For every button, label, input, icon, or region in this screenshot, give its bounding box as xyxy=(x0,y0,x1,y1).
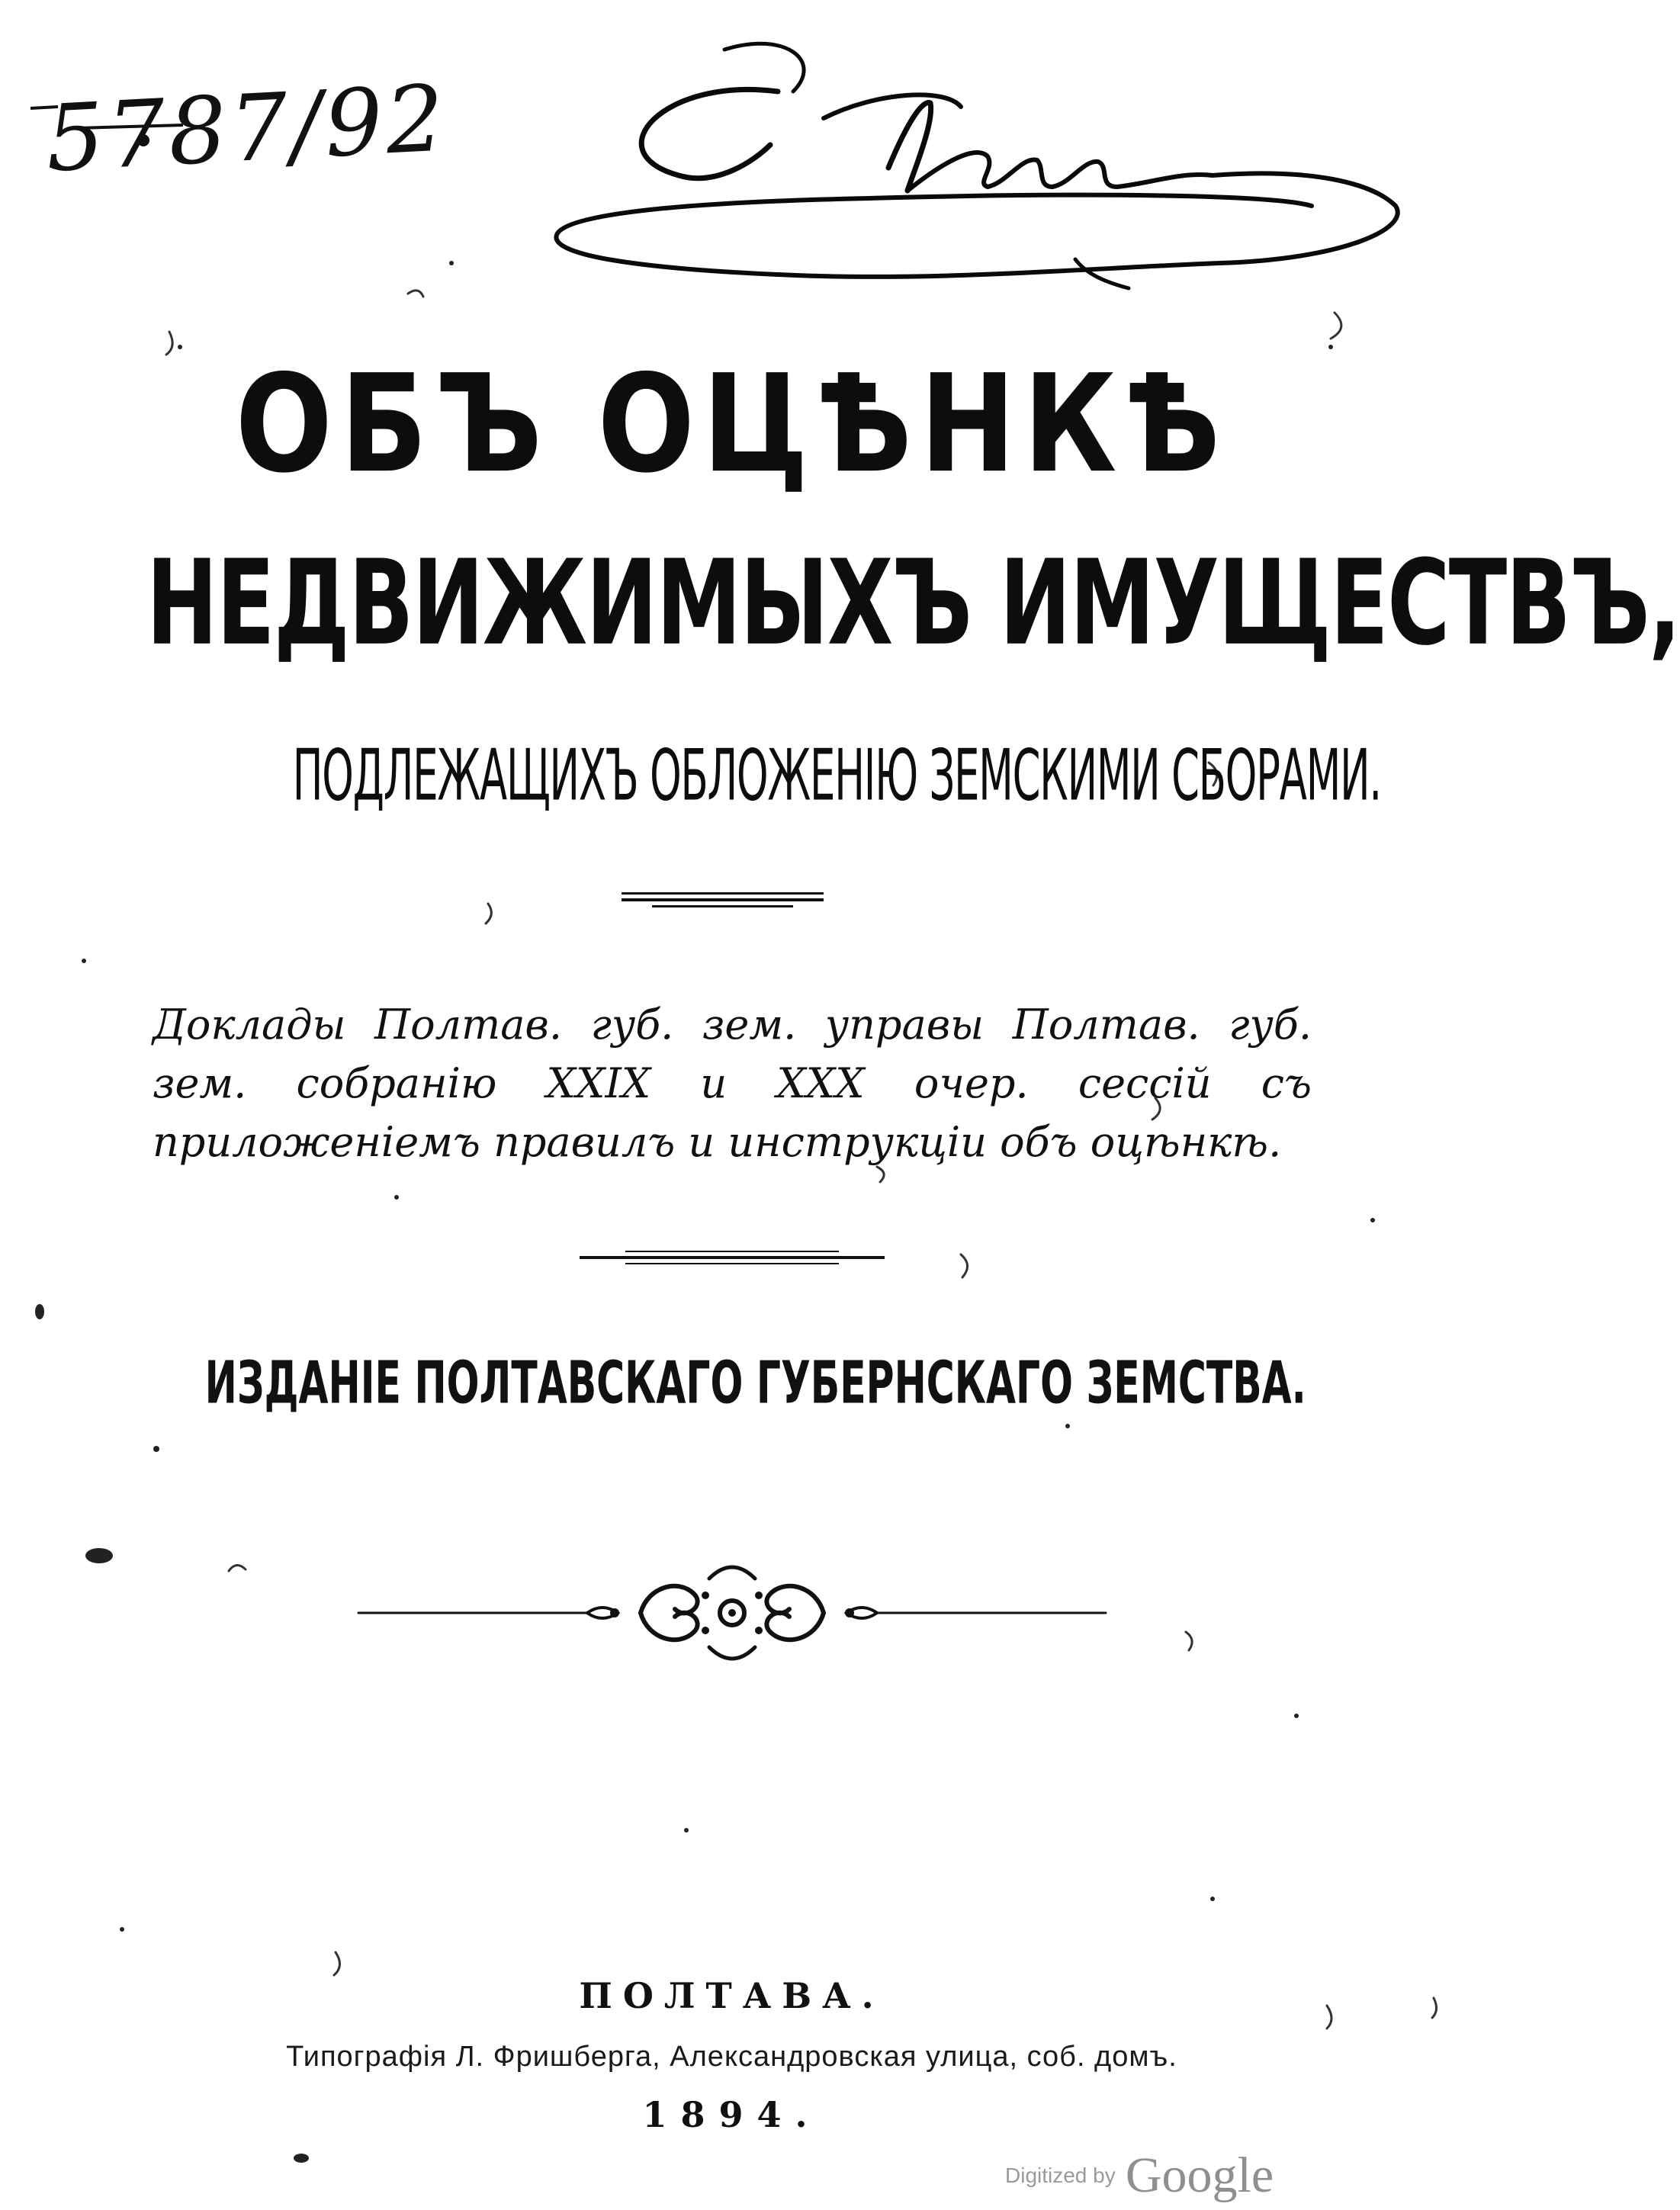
title-line-1: ОБЪ ОЦѢНКѢ xyxy=(235,346,1229,503)
shelfmark xyxy=(31,46,450,193)
title-line-2: НЕДВИЖИМЫХЪ ИМУЩЕСТВЪ, xyxy=(146,535,1680,673)
digitized-by-watermark xyxy=(1005,2147,1274,2205)
watermark-prefix: Digitized by xyxy=(1005,2163,1116,2187)
handwritten-signature xyxy=(549,31,1411,305)
subtitle: Доклады Полтав. губ. зем. управы Полтав. губ. зем. собранію XXIX и XXX очер. сессій съ приложеніемъ правилъ и инструкціи объ оцѣнкѣ. xyxy=(153,1001,1312,1166)
ornament-divider xyxy=(358,1563,1106,1662)
publisher-line: ИЗДАНІЕ ПОЛТАВСКАГО ГУБЕРНСКАГО ЗЕМСТВА. xyxy=(204,1348,1306,1418)
title-line-3: ПОДЛЕЖАЩИХЪ ОБЛОЖЕНІЮ ЗЕМСКИМИ СБОРАМИ. xyxy=(292,734,1381,817)
printer-imprint: Типографія Л. Фришберга, Александровская улица, соб. домъ. xyxy=(286,2041,1177,2073)
double-rule xyxy=(622,891,824,909)
google-logo: Google xyxy=(1125,2147,1274,2203)
shelfmark-text: 5787/92 xyxy=(43,66,450,193)
publication-year: 1894. xyxy=(642,2094,821,2135)
double-rule xyxy=(580,1249,885,1267)
city: ПОЛТАВА. xyxy=(579,1975,885,2016)
